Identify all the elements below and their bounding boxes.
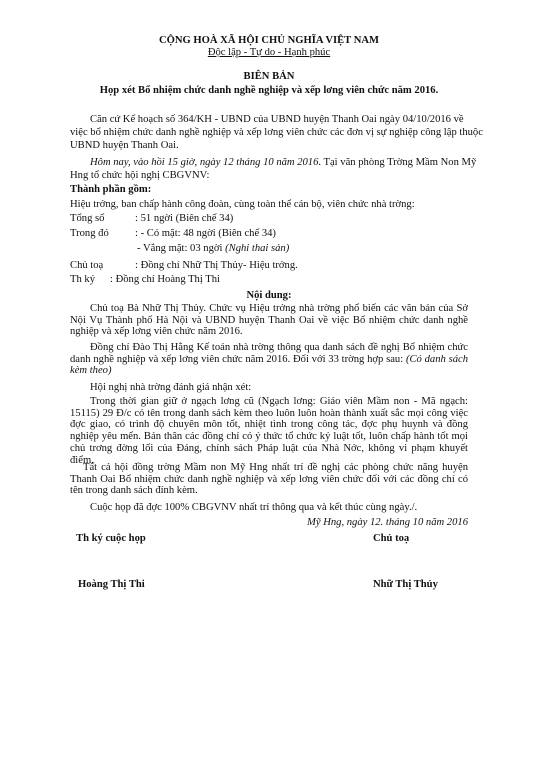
document-type: BIÊN BẢN (243, 71, 295, 82)
content-paragraph-3: Trong thời gian giữ ở ngạch lơng cũ (Ngạch lơng: Giáo viên Mầm non - Mã ngạch: 15115) 29 Đ/c có tên trong danh sách kèm theo luôn luôn hoàn thành xuất sắc mọi công việc đợc giao, có trình độ chuyên môn tốt, nhiệt tình trong công tác, đợc phụ huynh và đồng nghiệp yêu mến. Bản thân các đồng chí có ý thức tổ chức kỷ luật tốt, luôn chấp hành tốt mọi chủ trơng đờng lối của Đảng, chính sách Pháp luật của Nhà Nớc, không vi phạm khuyết điểm. (70, 396, 468, 466)
participants-heading: Thành phần gồm: (70, 184, 152, 195)
present-value: : - Có mặt: 48 ngời (Biên chế 34) (135, 228, 276, 239)
content-paragraph-4: Tất cả hội đồng trờng Mầm non Mỹ Hng nhất trí đề nghị các phòng chức năng huyện Thanh Oai Bổ nhiệm chức danh nghề nghiệp và xếp lơng viên chức đối với các đồng chí có tên trong danh sách đính kèm. (70, 462, 468, 497)
content-paragraph-1: Chủ toạ Bà Nhữ Thị Thủy. Chức vụ Hiệu trởng nhà trờng phổ biến các văn bản của Sở Nội Vụ Thành phố Hà Nội và UBND huyện Thanh Oai về việc Bổ nhiệm chức danh nghề nghiệp và xếp lơng viên chức năm 2016. (70, 303, 468, 337)
basis-line-2: việc bổ nhiệm chức danh nghề nghiệp và xếp lơng viên chức các đơn vị sự nghiệp công lập thuộc (70, 127, 483, 138)
secretary-signature-title: Th ký cuộc họp (76, 533, 146, 544)
chair-value: : Đồng chí Nhữ Thị Thủy- Hiệu trởng. (135, 260, 298, 271)
document-title: Họp xét Bổ nhiệm chức danh nghề nghiệp và xếp lơng viên chức năm 2016. (99, 85, 439, 96)
absent-reason: (Nghỉ thai sản) (225, 243, 290, 254)
national-title: CỘNG HOÀ XÃ HỘI CHỦ NGHĨA VIỆT NAM (158, 35, 380, 46)
among-label: Trong đó (70, 228, 109, 239)
secretary-label: Th ký (70, 274, 96, 285)
content-paragraph-2 (70, 342, 468, 377)
basis-line-3: UBND huyện Thanh Oai. (70, 140, 179, 151)
secretary-name: Hoàng Thị Thi (78, 579, 145, 590)
meeting-venue-line-2: Hng tổ chức hội nghị CBGVNV: (70, 170, 210, 181)
absent-value: - Vắng mặt: 03 ngời (137, 243, 226, 254)
meeting-time-line (90, 156, 476, 169)
chair-signature-title: Chủ toạ (373, 533, 410, 544)
basis-line-1: Căn cứ Kế hoạch số 364/KH - UBND của UBND huyện Thanh Oai ngày 04/10/2016 về (90, 114, 464, 125)
content-heading: Nội dung: (246, 290, 292, 301)
national-motto: Độc lập - Tự do - Hạnh phúc (207, 47, 331, 58)
closing-line: Cuộc họp đã đợc 100% CBGVNV nhất trí thông qua và kết thúc cùng ngày./. (90, 502, 418, 513)
paragraph-2-note: (Có danh sách kèm theo) (70, 353, 468, 376)
place-date: Mỹ Hng, ngày 12. tháng 10 năm 2016 (307, 517, 468, 528)
participants-description: Hiệu trởng, ban chấp hành công đoàn, cùng toàn thể cán bộ, viên chức nhà trờng: (70, 199, 415, 210)
absent-line (137, 242, 289, 255)
assessment-intro: Hội nghị nhà trờng đánh giá nhận xét: (90, 382, 252, 393)
paragraph-2-text: Đồng chí Đào Thị Hằng Kế toán nhà trờng thông qua danh sách đề nghị Bổ nhiệm chức danh nghề nghiệp và xếp lơng viên chức năm 2016. Đối với 33 trờng hợp sau: (70, 342, 468, 365)
total-value: : 51 ngời (Biên chế 34) (135, 213, 234, 224)
chair-label: Chủ toạ (70, 260, 104, 271)
secretary-value: : Đồng chí Hoàng Thị Thi (110, 274, 220, 285)
meeting-venue: . Tại văn phòng Trờng Mầm Non Mỹ (318, 157, 477, 168)
meeting-time: Hôm nay, vào hồi 15 giờ, ngày 12 tháng 10 năm 2016 (90, 157, 319, 168)
total-label: Tổng số (70, 213, 105, 224)
chair-name: Nhữ Thị Thủy (373, 579, 438, 590)
